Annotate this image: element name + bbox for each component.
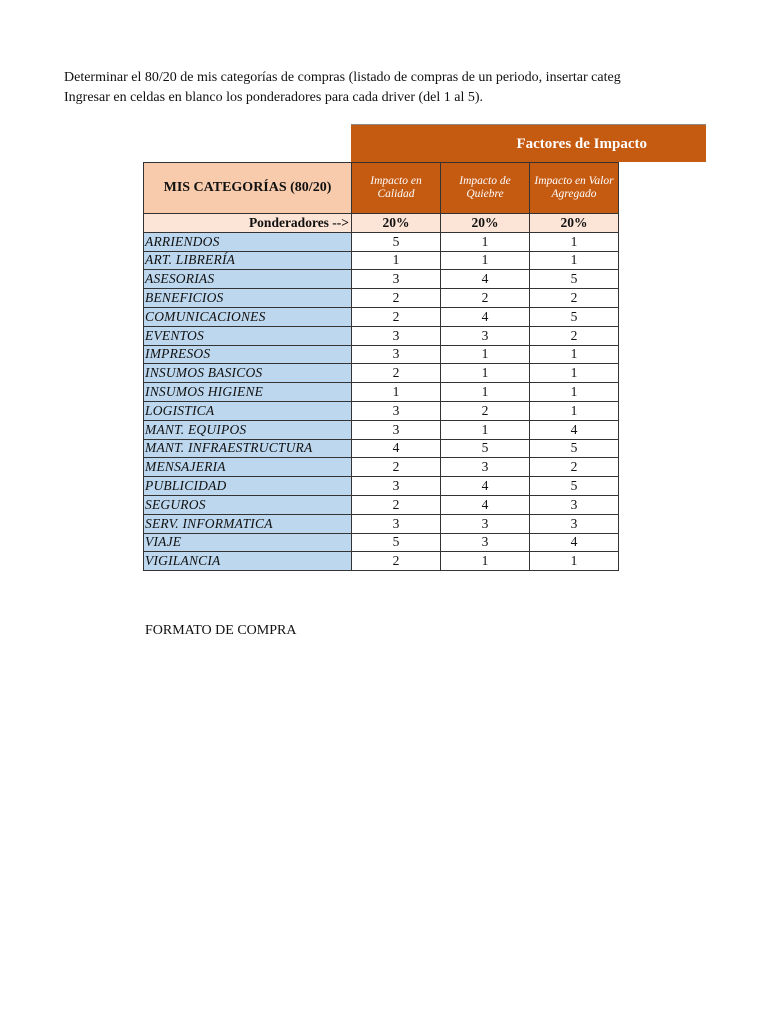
categories-table xyxy=(143,162,619,571)
category-cell[interactable]: MENSAJERIA xyxy=(144,458,352,477)
ponderador-cell[interactable]: 20% xyxy=(441,214,530,233)
factors-banner xyxy=(351,124,706,162)
table-row xyxy=(144,364,619,383)
score-cell[interactable]: 1 xyxy=(530,232,619,251)
category-cell[interactable]: MANT. EQUIPOS xyxy=(144,420,352,439)
score-cell[interactable]: 2 xyxy=(352,364,441,383)
score-cell[interactable]: 1 xyxy=(441,552,530,571)
score-cell[interactable]: 3 xyxy=(441,458,530,477)
score-cell[interactable]: 5 xyxy=(352,232,441,251)
category-cell[interactable]: VIAJE xyxy=(144,533,352,552)
score-cell[interactable]: 1 xyxy=(441,232,530,251)
table-row xyxy=(144,270,619,289)
table-row xyxy=(144,401,619,420)
score-cell[interactable]: 1 xyxy=(530,364,619,383)
score-cell[interactable]: 1 xyxy=(441,251,530,270)
score-cell[interactable]: 3 xyxy=(352,270,441,289)
score-cell[interactable]: 1 xyxy=(441,364,530,383)
score-cell[interactable]: 1 xyxy=(441,420,530,439)
category-cell[interactable]: INSUMOS BASICOS xyxy=(144,364,352,383)
table-title: MIS CATEGORÍAS (80/20) xyxy=(144,163,352,214)
category-cell[interactable]: ART. LIBRERÍA xyxy=(144,251,352,270)
score-cell[interactable]: 1 xyxy=(441,383,530,402)
score-cell[interactable]: 3 xyxy=(530,495,619,514)
score-cell[interactable]: 3 xyxy=(441,326,530,345)
factor-header-valor-agregado: Impacto en Valor Agregado xyxy=(530,163,619,214)
score-cell[interactable]: 1 xyxy=(530,345,619,364)
category-cell[interactable]: MANT. INFRAESTRUCTURA xyxy=(144,439,352,458)
score-cell[interactable]: 3 xyxy=(530,514,619,533)
score-cell[interactable]: 4 xyxy=(352,439,441,458)
category-cell[interactable]: PUBLICIDAD xyxy=(144,477,352,496)
table-row xyxy=(144,251,619,270)
table-row xyxy=(144,533,619,552)
score-cell[interactable]: 3 xyxy=(352,514,441,533)
score-cell[interactable]: 1 xyxy=(530,383,619,402)
table-row xyxy=(144,232,619,251)
ponderadores-label: Ponderadores --> xyxy=(144,214,352,233)
table-row xyxy=(144,439,619,458)
table-row xyxy=(144,514,619,533)
table-row xyxy=(144,477,619,496)
category-cell[interactable]: INSUMOS HIGIENE xyxy=(144,383,352,402)
factors-banner-label: Factores de Impacto xyxy=(516,135,647,152)
score-cell[interactable]: 2 xyxy=(352,289,441,308)
factor-header-quiebre: Impacto de Quiebre xyxy=(441,163,530,214)
score-cell[interactable]: 3 xyxy=(352,477,441,496)
table-row xyxy=(144,420,619,439)
table-row xyxy=(144,458,619,477)
score-cell[interactable]: 5 xyxy=(530,439,619,458)
score-cell[interactable]: 5 xyxy=(530,477,619,496)
score-cell[interactable]: 2 xyxy=(530,326,619,345)
category-cell[interactable]: LOGISTICA xyxy=(144,401,352,420)
score-cell[interactable]: 2 xyxy=(352,495,441,514)
score-cell[interactable]: 2 xyxy=(352,458,441,477)
score-cell[interactable]: 5 xyxy=(530,270,619,289)
category-cell[interactable]: EVENTOS xyxy=(144,326,352,345)
score-cell[interactable]: 1 xyxy=(352,251,441,270)
factor-header-calidad: Impacto en Calidad xyxy=(352,163,441,214)
header-row xyxy=(144,163,619,214)
ponderadores-row xyxy=(144,214,619,233)
table-row xyxy=(144,345,619,364)
category-cell[interactable]: SEGUROS xyxy=(144,495,352,514)
score-cell[interactable]: 1 xyxy=(441,345,530,364)
score-cell[interactable]: 4 xyxy=(441,307,530,326)
intro-text xyxy=(64,68,621,108)
score-cell[interactable]: 2 xyxy=(352,307,441,326)
category-cell[interactable]: BENEFICIOS xyxy=(144,289,352,308)
score-cell[interactable]: 4 xyxy=(530,533,619,552)
ponderador-cell[interactable]: 20% xyxy=(352,214,441,233)
category-cell[interactable]: ASESORIAS xyxy=(144,270,352,289)
score-cell[interactable]: 4 xyxy=(441,270,530,289)
intro-line-2: Ingresar en celdas en blanco los ponderadores para cada driver (del 1 al 5). xyxy=(64,90,484,105)
score-cell[interactable]: 5 xyxy=(352,533,441,552)
intro-line-1: Determinar el 80/20 de mis categorías de compras (listado de compras de un periodo, insertar categ xyxy=(64,70,621,85)
score-cell[interactable]: 3 xyxy=(352,401,441,420)
table-row xyxy=(144,383,619,402)
score-cell[interactable]: 3 xyxy=(441,533,530,552)
score-cell[interactable]: 2 xyxy=(530,458,619,477)
table-row xyxy=(144,495,619,514)
ponderador-cell[interactable]: 20% xyxy=(530,214,619,233)
category-cell[interactable]: SERV. INFORMATICA xyxy=(144,514,352,533)
formato-de-compra-label: FORMATO DE COMPRA xyxy=(145,623,297,638)
table-row xyxy=(144,326,619,345)
category-cell[interactable]: COMUNICACIONES xyxy=(144,307,352,326)
category-cell[interactable]: IMPRESOS xyxy=(144,345,352,364)
score-cell[interactable]: 2 xyxy=(441,401,530,420)
score-cell[interactable]: 5 xyxy=(441,439,530,458)
category-cell[interactable]: VIGILANCIA xyxy=(144,552,352,571)
score-cell[interactable]: 1 xyxy=(530,401,619,420)
score-cell[interactable]: 1 xyxy=(530,552,619,571)
table-row xyxy=(144,289,619,308)
score-cell[interactable]: 3 xyxy=(352,345,441,364)
score-cell[interactable]: 2 xyxy=(441,289,530,308)
score-cell[interactable]: 3 xyxy=(352,326,441,345)
table-row xyxy=(144,552,619,571)
category-cell[interactable]: ARRIENDOS xyxy=(144,232,352,251)
score-cell[interactable]: 1 xyxy=(530,251,619,270)
score-cell[interactable]: 4 xyxy=(530,420,619,439)
table-row xyxy=(144,307,619,326)
score-cell[interactable]: 2 xyxy=(530,289,619,308)
score-cell[interactable]: 5 xyxy=(530,307,619,326)
score-cell[interactable]: 1 xyxy=(352,383,441,402)
score-cell[interactable]: 2 xyxy=(352,552,441,571)
score-cell[interactable]: 4 xyxy=(441,477,530,496)
score-cell[interactable]: 3 xyxy=(352,420,441,439)
score-cell[interactable]: 3 xyxy=(441,514,530,533)
score-cell[interactable]: 4 xyxy=(441,495,530,514)
